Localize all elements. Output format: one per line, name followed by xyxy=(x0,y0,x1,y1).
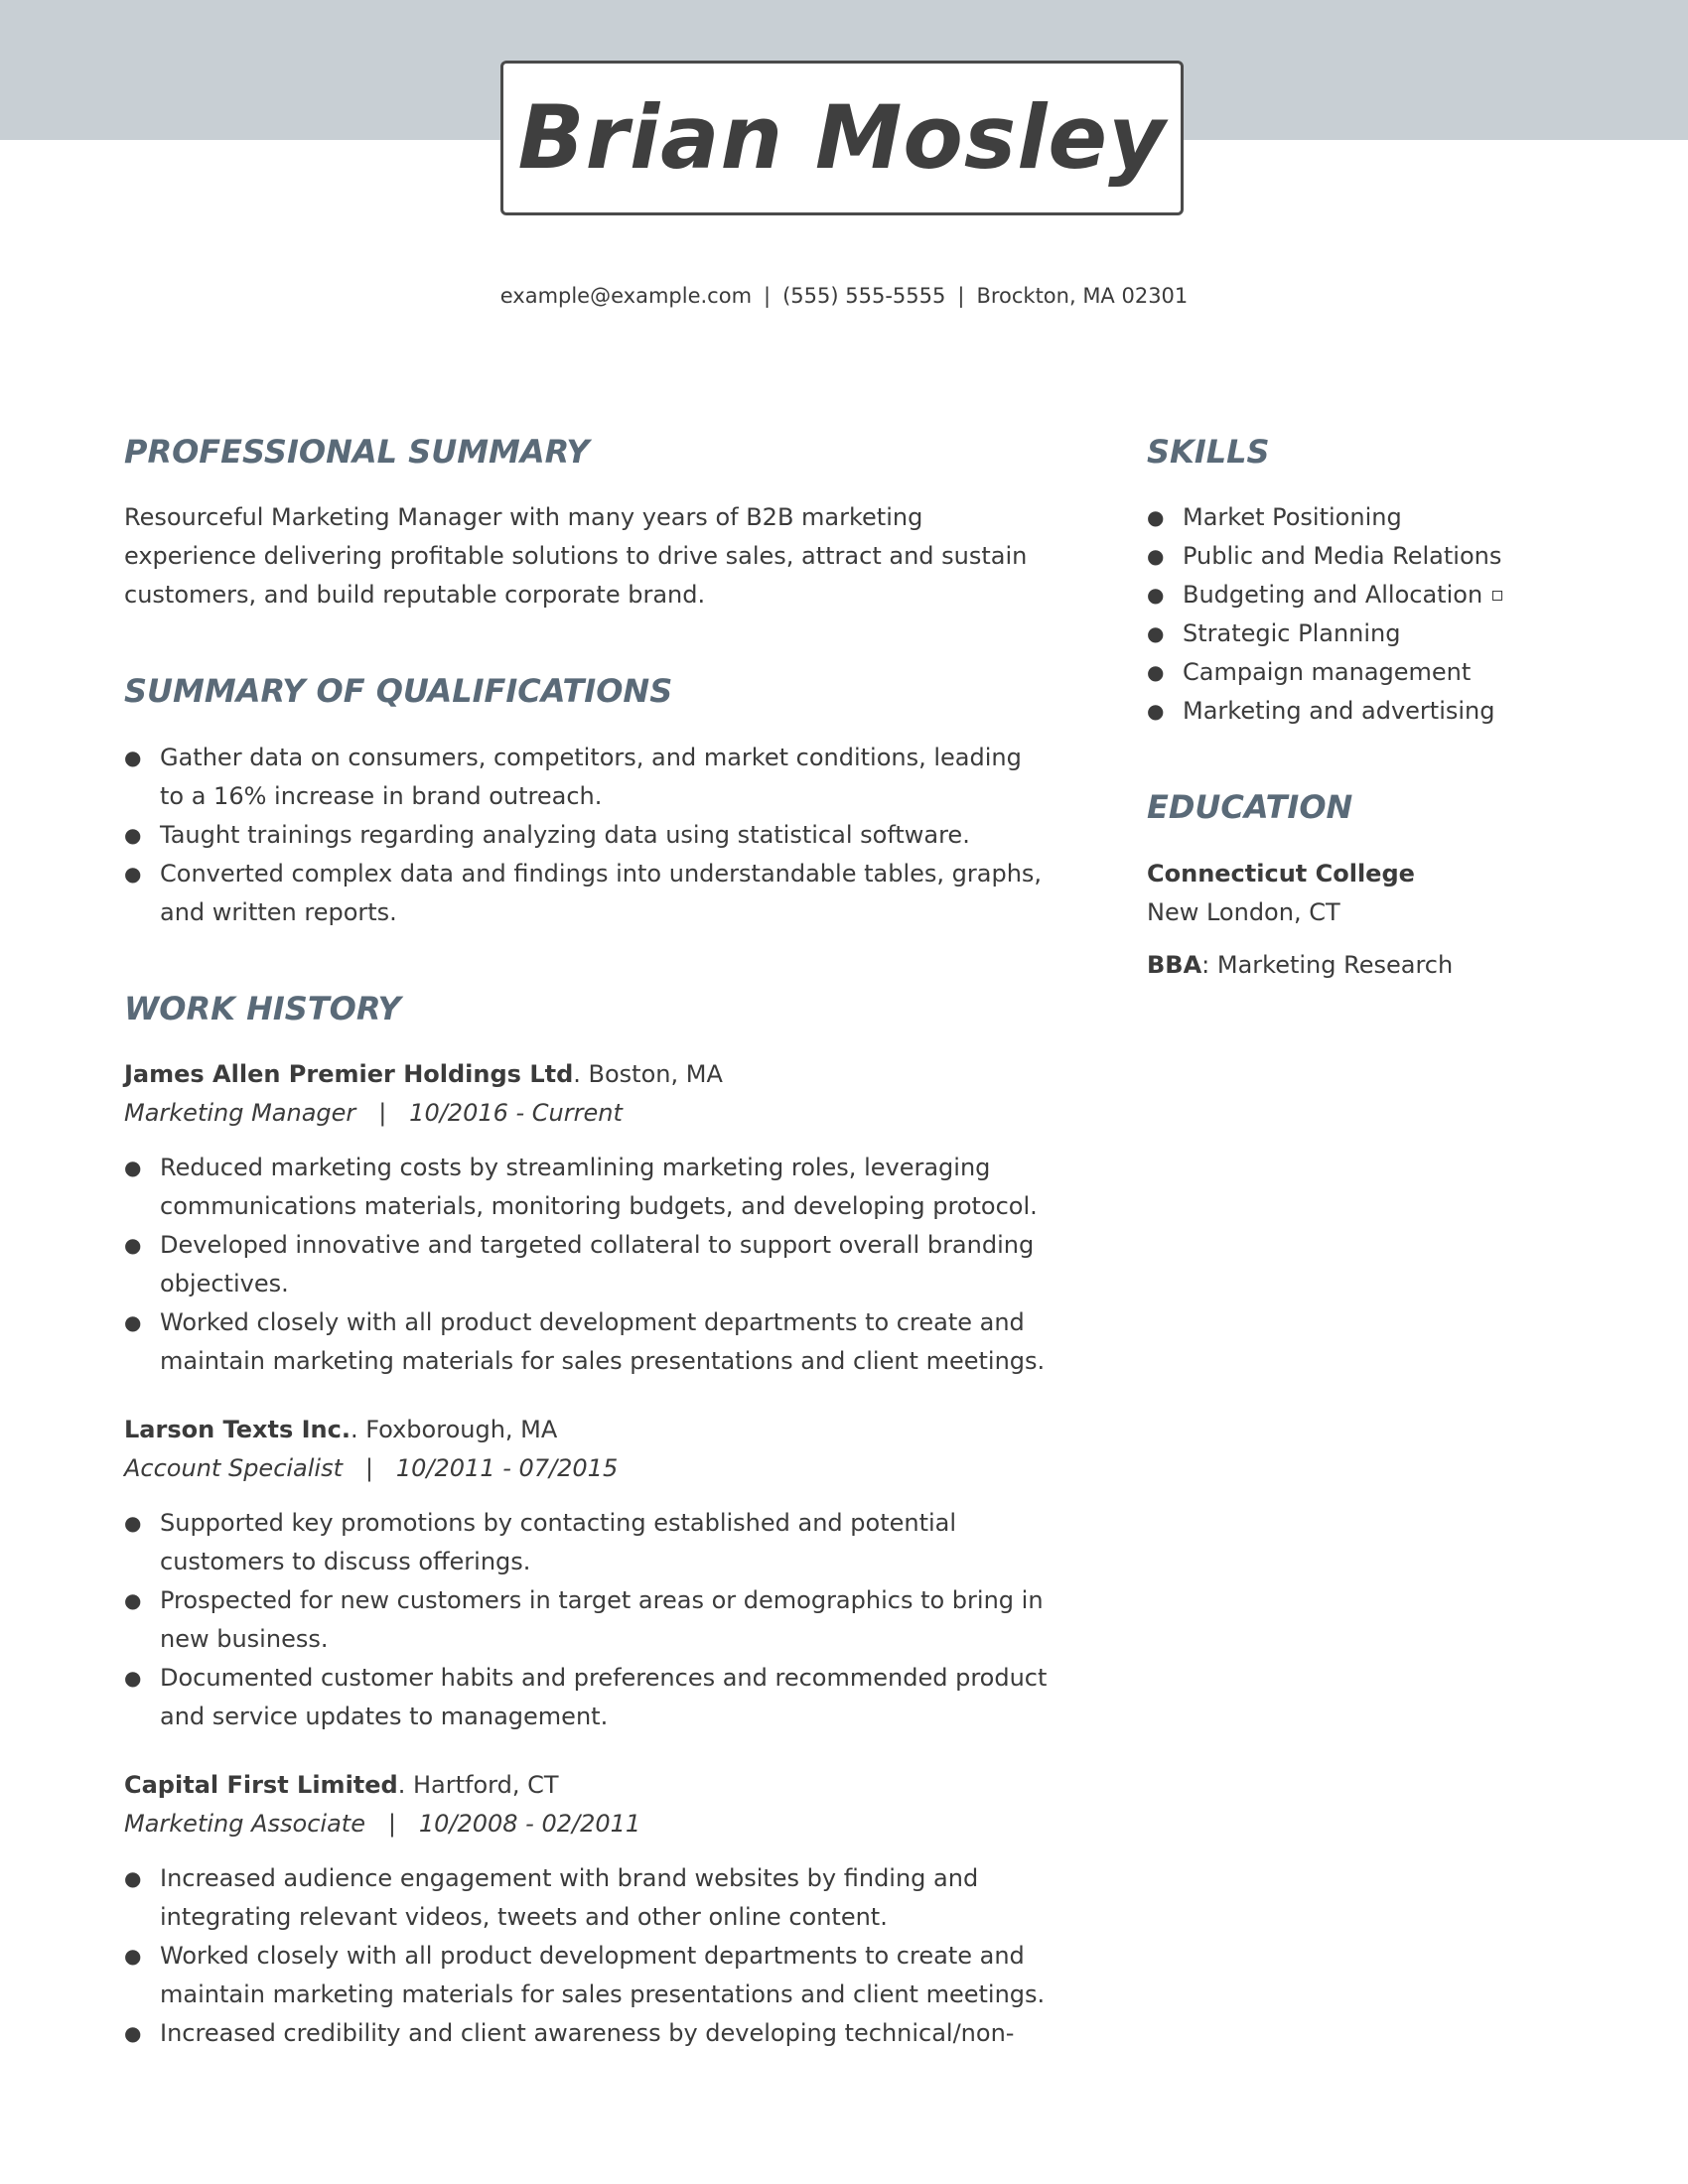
list-item: ● Supported key promotions by contacting established and potential customers to discuss offerings. xyxy=(124,1504,1048,1581)
list-item: ● Worked closely with all product development departments to create and maintain marketing materials for sales presentations and client meetings. xyxy=(124,1303,1048,1381)
list-item: ● Prospected for new customers in target areas or demographics to bring in new business. xyxy=(124,1581,1048,1659)
job-bullets xyxy=(124,1859,1048,2053)
bullet-icon: ● xyxy=(124,1944,142,1969)
contact-separator: | xyxy=(957,284,965,308)
job-entry xyxy=(124,1766,1048,2053)
job-company-line xyxy=(124,1411,1048,1449)
job-dates: 10/2008 - 02/2011 xyxy=(418,1810,641,1839)
education-degree-line xyxy=(1147,946,1623,985)
job-separator: | xyxy=(378,1099,387,1128)
bullet-icon: ● xyxy=(124,1666,142,1691)
checkbox-glyph-icon xyxy=(1492,591,1502,601)
job-location: . Hartford, CT xyxy=(397,1771,559,1800)
job-role: Marketing Associate xyxy=(124,1810,365,1839)
summary-text: Resourceful Marketing Manager with many years of B2B marketing experience delivering profitable solutions to drive sales, attract and sustain customers, and build reputable corporate brand. xyxy=(124,503,1028,610)
side-column xyxy=(1147,433,1623,985)
contact-line xyxy=(0,284,1688,308)
job-entry xyxy=(124,1411,1048,1736)
list-item: ● Worked closely with all product development departments to create and maintain marketing materials for sales presentations and client meetings. xyxy=(124,1937,1048,2014)
job-role: Account Specialist xyxy=(124,1454,344,1483)
bullet-icon: ● xyxy=(124,1866,142,1891)
list-item: ● Strategic Planning xyxy=(1147,614,1623,653)
qualifications-section xyxy=(124,672,1048,931)
list-item: ● Documented customer habits and preferences and recommended product and service updates to management. xyxy=(124,1659,1048,1736)
candidate-name: Brian Mosley xyxy=(517,86,1167,189)
contact-phone: (555) 555-5555 xyxy=(782,284,946,308)
section-title-qualifications: SUMMARY OF QUALIFICATIONS xyxy=(124,672,673,711)
job-company: James Allen Premier Holdings Ltd xyxy=(124,1060,574,1089)
bullet-icon: ● xyxy=(1147,544,1165,569)
job-company: Capital First Limited xyxy=(124,1771,398,1800)
job-separator: | xyxy=(387,1810,396,1839)
job-dates: 10/2011 - 07/2015 xyxy=(395,1454,619,1483)
list-item: ● Budgeting and Allocation xyxy=(1147,576,1623,614)
section-title-work-history: WORK HISTORY xyxy=(124,989,401,1027)
name-box xyxy=(500,61,1184,215)
list-item: ● Campaign management xyxy=(1147,653,1623,692)
contact-separator: | xyxy=(764,284,772,308)
list-item: ● Converted complex data and findings into understandable tables, graphs, and written reports. xyxy=(124,855,1048,932)
job-company-line xyxy=(124,1055,1048,1094)
education-location: New London, CT xyxy=(1147,897,1340,926)
bullet-icon: ● xyxy=(1147,505,1165,530)
job-bullets xyxy=(124,1149,1048,1381)
list-item: ● Marketing and advertising xyxy=(1147,692,1623,731)
skills-section xyxy=(1147,433,1623,731)
job-location: . Boston, MA xyxy=(573,1060,723,1089)
list-item: ● Increased credibility and client awareness by developing technical/non- xyxy=(124,2014,1048,2053)
list-item: ● Taught trainings regarding analyzing data using statistical software. xyxy=(124,816,1048,855)
education-section xyxy=(1147,788,1623,984)
bullet-icon: ● xyxy=(124,1310,142,1335)
education-school: Connecticut College xyxy=(1147,859,1415,887)
job-role-line xyxy=(124,1805,1048,1843)
job-company: Larson Texts Inc. xyxy=(124,1416,351,1444)
bullet-icon: ● xyxy=(124,1588,142,1613)
bullet-icon: ● xyxy=(124,1511,142,1536)
bullet-icon: ● xyxy=(124,745,142,769)
bullet-icon: ● xyxy=(1147,583,1165,608)
job-entry xyxy=(124,1055,1048,1381)
list-item: ● Developed innovative and targeted collateral to support overall branding objectives. xyxy=(124,1226,1048,1303)
professional-summary-section xyxy=(124,433,1048,614)
skills-list xyxy=(1147,498,1623,731)
bullet-icon: ● xyxy=(1147,660,1165,685)
bullet-icon: ● xyxy=(124,2021,142,2046)
job-role-line xyxy=(124,1449,1048,1488)
job-dates: 10/2016 - Current xyxy=(409,1099,623,1128)
job-role-line xyxy=(124,1094,1048,1133)
contact-location: Brockton, MA 02301 xyxy=(976,284,1189,308)
bullet-icon: ● xyxy=(1147,621,1165,646)
job-bullets xyxy=(124,1504,1048,1736)
list-item: ● Market Positioning xyxy=(1147,498,1623,537)
bullet-icon: ● xyxy=(1147,699,1165,724)
section-title-summary: PROFESSIONAL SUMMARY xyxy=(124,433,590,471)
section-title-education: EDUCATION xyxy=(1147,788,1353,827)
bullet-icon: ● xyxy=(124,861,142,886)
list-item: ● Increased audience engagement with brand websites by finding and integrating relevant videos, tweets and other online content. xyxy=(124,1859,1048,1937)
list-item: ● Reduced marketing costs by streamlining marketing roles, leveraging communications materials, monitoring budgets, and developing protocol. xyxy=(124,1149,1048,1226)
job-location: . Foxborough, MA xyxy=(350,1416,558,1444)
work-history-section xyxy=(124,990,1048,2053)
section-title-skills: SKILLS xyxy=(1147,433,1270,471)
list-item: ● Gather data on consumers, competitors, and market conditions, leading to a 16% increase in brand outreach. xyxy=(124,739,1048,816)
contact-email: example@example.com xyxy=(499,284,753,308)
bullet-icon: ● xyxy=(124,1233,142,1258)
education-field: : Marketing Research xyxy=(1201,950,1454,979)
job-company-line xyxy=(124,1766,1048,1805)
job-separator: | xyxy=(364,1454,373,1483)
bullet-icon: ● xyxy=(124,822,142,847)
list-item: ● Public and Media Relations xyxy=(1147,537,1623,576)
job-role: Marketing Manager xyxy=(124,1099,356,1128)
education-degree: BBA xyxy=(1147,950,1202,979)
main-column xyxy=(124,433,1048,2053)
bullet-icon: ● xyxy=(124,1156,142,1180)
qualifications-list xyxy=(124,739,1048,932)
